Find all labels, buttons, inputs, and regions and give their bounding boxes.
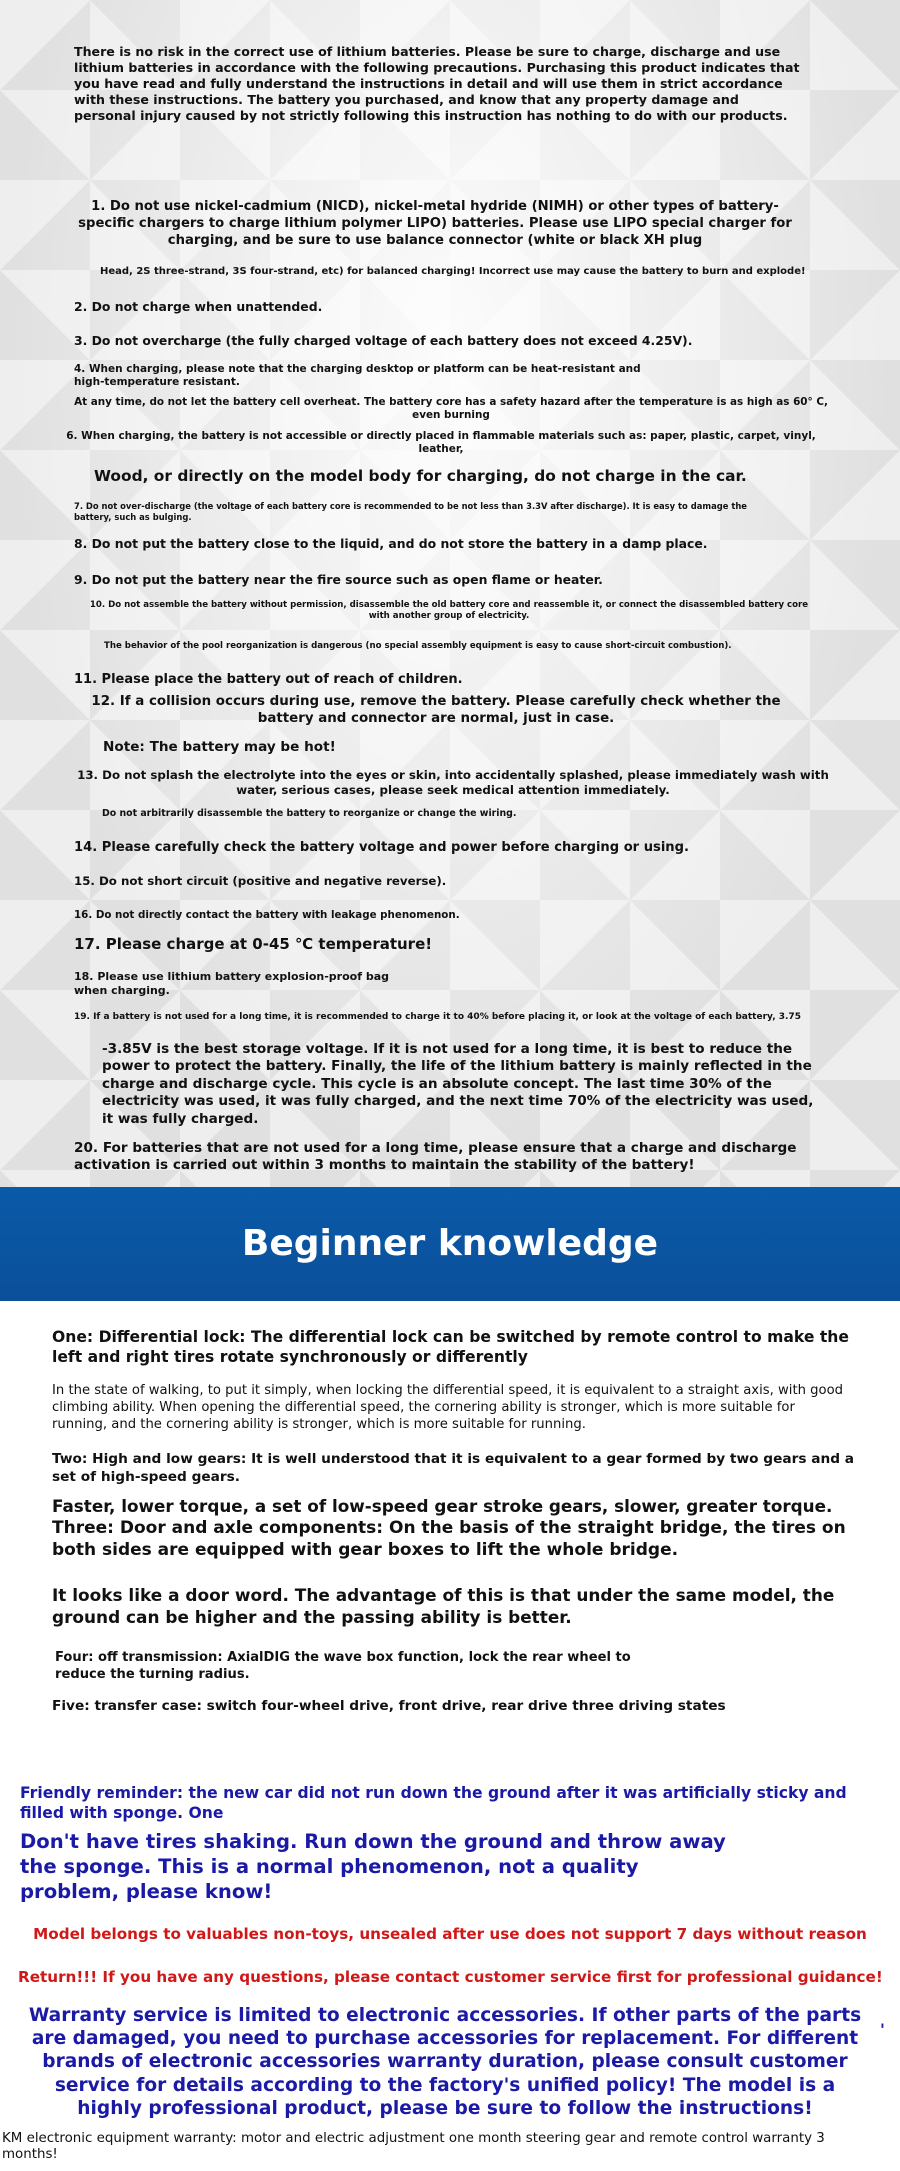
precaution-item: The behavior of the pool reorganization is dangerous (no special assembly equipment is easy to cause short-circuit combustion).: [104, 641, 732, 651]
knowledge-item: It looks like a door word. The advantage of this is that under the same model, the ground can be higher and the passing ability is better.: [52, 1585, 835, 1627]
precaution-item: 13. Do not splash the electrolyte into the eyes or skin, into accidentally splashed, please immediately wash with water, serious cases, please seek medical attention immediately.: [77, 768, 829, 798]
precaution-note: Note: The battery may be hot!: [103, 739, 336, 755]
precaution-item: 11. Please place the battery out of reach of children.: [74, 672, 463, 687]
return-contact: Return!!! If you have any questions, please contact customer service first for professional guidance!: [18, 1968, 883, 1986]
knowledge-item: Three: Door and axle components: On the basis of the straight bridge, the tires on both sides are equipped with gear boxes to lift the whole bridge.: [52, 1518, 846, 1560]
precaution-item: 3. Do not overcharge (the fully charged voltage of each battery does not exceed 4.25V).: [74, 333, 693, 348]
precaution-item: 1. Do not use nickel-cadmium (NICD), nickel-metal hydride (NIMH) or other types of battery-specific chargers to charge lithium polymer LIPO) batteries. Please use LIPO special charger for charging, and be sure to use balance connector (white or black XH plug: [78, 199, 792, 248]
km-warranty: KM electronic equipment warranty: motor and electric adjustment one month steering gear and remote control warranty 3 months!: [2, 2131, 825, 2163]
precaution-item: Wood, or directly on the model body for charging, do not charge in the car.: [94, 467, 747, 485]
knowledge-item: Five: transfer case: switch four-wheel drive, front drive, rear drive three driving states: [52, 1698, 726, 1714]
section-title: Beginner knowledge: [241, 1223, 659, 1264]
precaution-item: 15. Do not short circuit (positive and negative reverse).: [74, 874, 447, 888]
friendly-reminder: Friendly reminder: the new car did not run down the ground after it was artificially sticky and filled with sponge. One: [20, 1784, 847, 1822]
warranty-notice: Warranty service is limited to electronic accessories. If other parts of the parts are damaged, you need to purchase accessories for replacement. For different brands of electronic accessories warranty duration, please consult customer service for details according to the factory's unified policy! The model is a highly professional product, please be sure to follow the instructions!: [28, 2005, 862, 2119]
precaution-item: 18. Please use lithium battery explosion-proof bag when charging.: [74, 970, 389, 998]
precaution-item: 8. Do not put the battery close to the liquid, and do not store the battery in a damp place.: [74, 536, 708, 551]
knowledge-item: In the state of walking, to put it simply, when locking the differential speed, it is equivalent to a straight axis, with good climbing ability. When opening the differential speed, the cornering ability is stronger, which is more suitable for running, and the cornering ability is stronger, which is more suitable for running.: [52, 1383, 844, 1432]
friendly-reminder-highlight: Don't have tires shaking. Run down the ground and throw away the sponge. This is a normal phenomenon, not a quality problem, please know!: [20, 1830, 726, 1904]
stray-mark: ': [880, 2020, 885, 2039]
knowledge-item: Four: off transmission: AxialDIG the wave box function, lock the rear wheel to reduce the turning radius.: [55, 1650, 631, 1682]
precaution-item: -3.85V is the best storage voltage. If it is not used for a long time, it is best to reduce the power to protect the battery. Finally, the life of the lithium battery is mainly reflected in the charge and discharge cycle. This cycle is an absolute concept. The last time 30% of the electricity was used, it was fully charged, and the next time 70% of the electricity was used, it was fully charged.: [102, 1041, 814, 1127]
section-banner: [0, 1187, 900, 1301]
knowledge-item: Faster, lower torque, a set of low-speed gear stroke gears, slower, greater torque.: [52, 1496, 833, 1516]
precaution-item: 20. For batteries that are not used for a long time, please ensure that a charge and discharge activation is carried out within 3 months to maintain the stability of the battery!: [74, 1140, 797, 1174]
precaution-item: 16. Do not directly contact the battery with leakage phenomenon.: [74, 909, 460, 921]
knowledge-item: Two: High and low gears: It is well understood that it is equivalent to a gear formed by two gears and a set of high-speed gears.: [52, 1451, 855, 1485]
precaution-item: 12. If a collision occurs during use, remove the battery. Please carefully check whether the battery and connector are normal, just in case.: [91, 694, 781, 727]
precaution-item: Do not arbitrarily disassemble the battery to reorganize or change the wiring.: [102, 808, 517, 819]
knowledge-item: One: Differential lock: The differential lock can be switched by remote control to make the left and right tires rotate synchronously or differently: [52, 1328, 849, 1366]
precaution-item: Head, 2S three-strand, 3S four-strand, etc) for balanced charging! Incorrect use may cause the battery to burn and explode!: [100, 266, 806, 277]
intro-paragraph: There is no risk in the correct use of lithium batteries. Please be sure to charge, discharge and use lithium batteries in accordance with the following precautions. Purchasing this product indicates that you have read and fully understand the instructions in detail and will use them in strict accordance with these instructions. The battery you purchased, and know that any property damage and personal injury caused by not strictly following this instruction has nothing to do with our products.: [74, 44, 800, 124]
precaution-item: 10. Do not assemble the battery without permission, disassemble the old battery core and reassemble it, or connect the disassembled battery core with another group of electricity.: [89, 600, 809, 621]
precaution-item: 14. Please carefully check the battery voltage and power before charging or using.: [74, 840, 689, 855]
precaution-item: 2. Do not charge when unattended.: [74, 299, 323, 314]
precaution-item: 9. Do not put the battery near the fire source such as open flame or heater.: [74, 572, 603, 587]
return-policy: Model belongs to valuables non-toys, unsealed after use does not support 7 days without reason: [33, 1925, 867, 1943]
precaution-item: 17. Please charge at 0-45 ℃ temperature!: [74, 935, 433, 953]
precaution-item: At any time, do not let the battery cell overheat. The battery core has a safety hazard after the temperature is as high as 60° C, even burning: [74, 396, 828, 422]
precaution-item: 7. Do not over-discharge (the voltage of each battery core is recommended to be not less than 3.3V after discharge). It is easy to damage the battery, such as bulging.: [74, 501, 747, 522]
precaution-item: 4. When charging, please note that the charging desktop or platform can be heat-resistant and high-temperature resistant.: [74, 363, 641, 389]
precaution-item: 19. If a battery is not used for a long time, it is recommended to charge it to 40% before placing it, or look at the voltage of each battery, 3.75: [74, 1012, 801, 1022]
precaution-item: 6. When charging, the battery is not accessible or directly placed in flammable materials such as: paper, plastic, carpet, vinyl, leather,: [66, 430, 816, 456]
